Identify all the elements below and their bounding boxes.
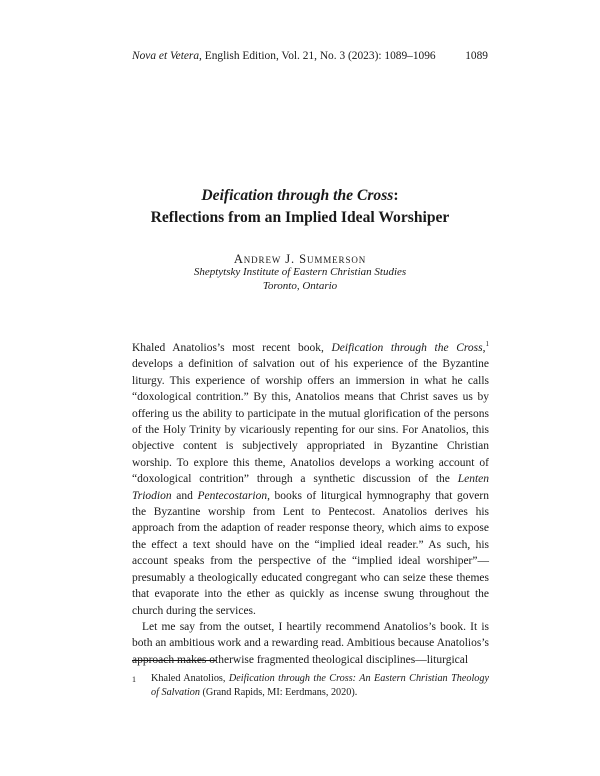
running-header xyxy=(132,50,488,62)
footnote-text: Khaled Anatolios, Deification through the Cross: An Eastern Christian Theology of Salvation (Grand Rapids, MI: Eerdmans, 2020). xyxy=(151,673,489,698)
title-line-2: Reflections from an Implied Ideal Worshiper xyxy=(150,209,450,226)
paragraph-2: Let me say from the outset, I heartily recommend Anatolios’s book. It is both an ambitious work and a rewarding read. Ambitious because Anatolios’s approach makes otherwise fragmented theological disciplines—liturgical xyxy=(132,620,489,666)
footnote-number: 1 xyxy=(132,675,136,684)
paragraph-1: Khaled Anatolios’s most recent book, Deification through the Cross,$^1$ develops a definition of salvation out of his experience of the Byzantine liturgy. This experience of worship offers an immersion in what he calls “doxological contrition.” By this, Anatolios means that Christ saves us by offering us the ability to participate in the mutual glorification of the persons of the Holy Trinity by vicariously repenting for our sins. For Anatolios, this objective content is subjectively appropriated in Byzantine Christian worship. To explore this theme, Anatolios develops a working account of “doxological contrition” through a synthetic discussion of the Lenten Triodion and Pentecostarion, books of liturgical hymnography that govern the Byzantine worship from Lent to Pentecost. Anatolios derives his approach from the adaption of reader response theory, which aims to expose the effect a text should have on the “implied ideal reader.” As such, his account speaks from the perspective of the “implied ideal worshiper”—presumably a theologically educated congregant who can seize these themes that evaporate into the ether as quickly as incense swung throughout the church during the services. xyxy=(132,340,489,617)
footnote-ref[interactable]: 1 xyxy=(485,340,489,349)
journal-citation: Nova et Vetera, English Edition, Vol. 21, No. 3 (2023): 1089–1096 xyxy=(132,50,436,62)
author-name: Andrew J. Summerson xyxy=(233,252,367,266)
page-number: 1089 xyxy=(465,50,488,62)
footnote-divider xyxy=(132,660,216,661)
book-title: Deification through the Cross xyxy=(331,342,483,354)
article-title xyxy=(0,185,600,229)
institution: Sheptytsky Institute of Eastern Christian Studies xyxy=(193,266,407,278)
footnote xyxy=(132,672,489,700)
article-body xyxy=(132,340,489,668)
author-affiliation xyxy=(0,266,600,293)
location: Toronto, Ontario xyxy=(262,279,338,292)
title-line-1: Deification through the Cross: xyxy=(201,187,399,204)
